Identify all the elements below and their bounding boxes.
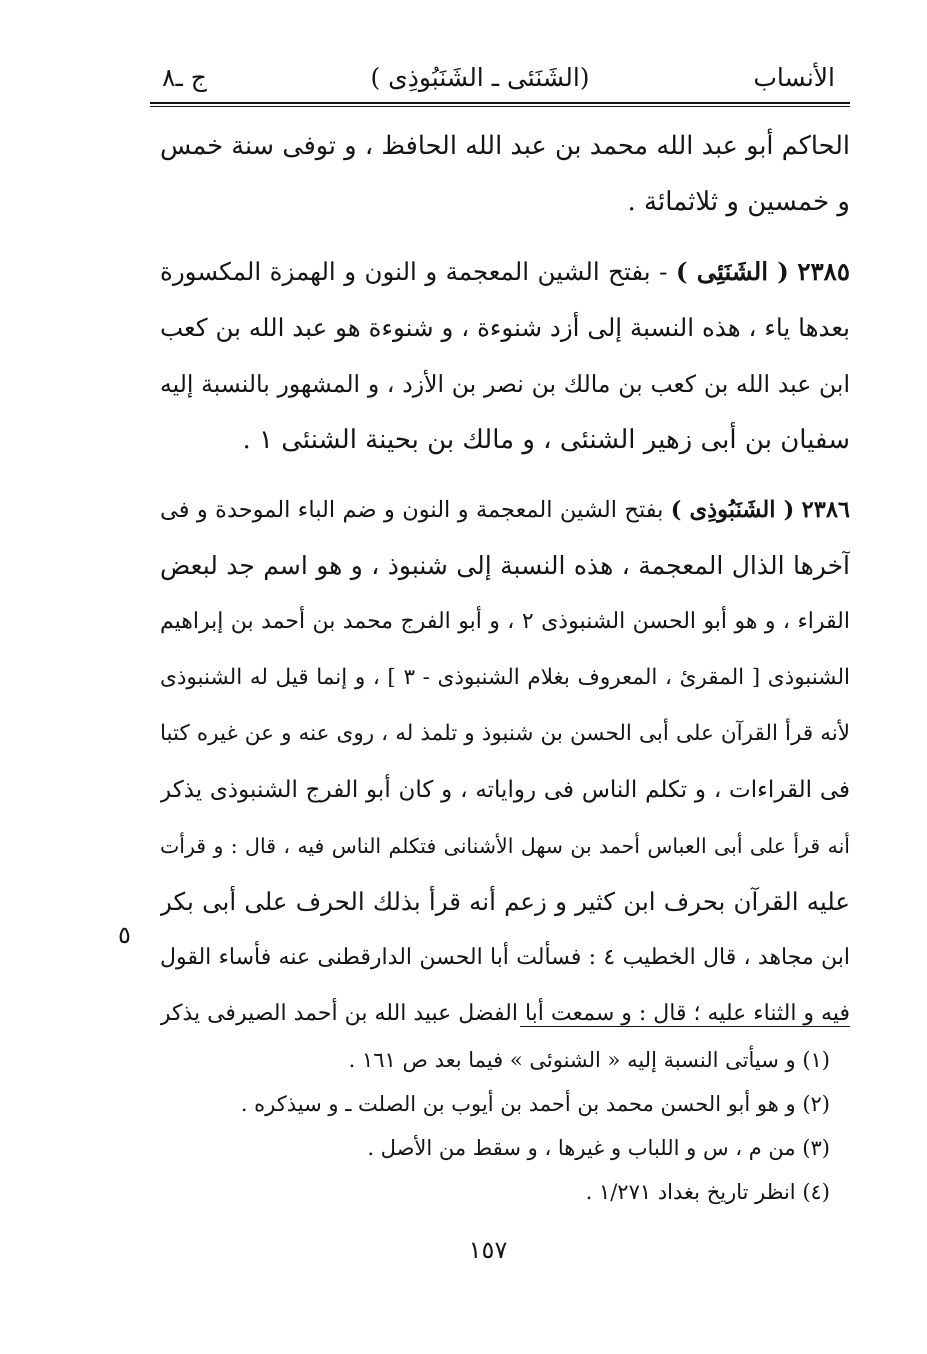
footnote: (١) و سيأتى النسبة إليه « الشنوئى » فيما بعد ص ١٦١ . [348, 1048, 830, 1072]
header-rule-thin [150, 106, 850, 107]
text-line: ابن عبد الله بن كعب بن مالك بن نصر بن الأزد ، و المشهور بالنسبة إليه [160, 370, 850, 398]
entry-heading-line [160, 244, 850, 300]
main-text [160, 118, 850, 1042]
text-line: فيه و الثناء عليه ؛ قال : و سمعت أبا الفضل عبيد الله بن أحمد الصيرفى يذكر [160, 1001, 850, 1026]
footnote: (٣) من م ، س و اللباب و غيرها ، و سقط من الأصل . [367, 1136, 830, 1160]
text-line: عليه القرآن بحرف ابن كثير و زعم أنه قرأ بذلك الحرف على أبى بكر [160, 887, 850, 916]
entry-2386 [160, 482, 850, 1042]
text-line: أنه قرأ على أبى العباس أحمد بن سهل الأشنانى فتكلم الناس فيه ، قال : و قرأت [160, 834, 850, 858]
text-line: الشنبوذى [ المقرئ ، المعروف بغلام الشنبوذى - ٣ ] ، و إنما قيل له الشنبوذى [160, 665, 850, 690]
running-header-entries: (الشَنَئى ـ الشَنَبُوذِى ) [370, 63, 590, 92]
entry-heading-text: بفتح الشين المعجمة و النون و ضم الباء الموحدة و فى [160, 497, 664, 523]
entry-name: ( الشَنَئِى ) [675, 257, 789, 286]
text-line: الحاكم أبو عبد الله محمد بن عبد الله الحافظ ، و توفى سنة خمس [160, 131, 850, 161]
entry-number: ٢٣٨٦ [801, 497, 850, 523]
entry-heading-line [160, 482, 850, 538]
footnotes [200, 1038, 830, 1214]
text-line: و خمسين و ثلاثمائة . [627, 187, 850, 217]
text-line: القراء ، و هو أبو الحسن الشنبوذى ٢ ، و أبو الفرج محمد بن أحمد بن إبراهيم [160, 609, 850, 634]
entry-2385 [160, 244, 850, 468]
entry-number: ٢٣٨٥ [797, 257, 850, 286]
footnote: (٤) انظر تاريخ بغداد ١/٢٧١ . [585, 1180, 830, 1204]
entry-name: ( الشَنَبُوذِى ) [670, 497, 795, 523]
entry-heading-text: - بفتح الشين المعجمة و النون و الهمزة المكسورة [160, 257, 668, 286]
page-number: ١٥٧ [468, 1236, 508, 1264]
footnote: (٢) و هو أبو الحسن محمد بن أحمد بن أيوب بن الصلت ـ و سيذكره . [240, 1092, 830, 1116]
text-line: ابن مجاهد ، قال الخطيب ٤ : فسألت أبا الحسن الدارقطنى عنه فأساء القول [160, 945, 850, 970]
running-header-title: الأنساب [753, 63, 835, 92]
header-rule [150, 102, 850, 104]
text-line: بعدها ياء ، هذه النسبة إلى أزد شنوءة ، و شنوءة هو عبد الله بن كعب [160, 313, 850, 342]
margin-line-number: ٥ [118, 921, 131, 949]
footnote-rule [520, 1026, 850, 1027]
text-line: سفيان بن أبى زهير الشنئى ، و مالك بن بحينة الشنئى ١ . [242, 425, 850, 455]
running-header-volume: ج ـ٨ [162, 63, 207, 92]
text-line: فى القراءات ، و تكلم الناس فى رواياته ، و كان أبو الفرج الشنبوذى يذكر [160, 777, 850, 803]
text-line: آخرها الذال المعجمة ، هذه النسبة إلى شنبوذ ، و هو اسم جد لبعض [160, 551, 850, 580]
text-line: لأنه قرأ القرآن على أبى الحسن بن شنبوذ و تلمذ له ، روى عنه و عن غيره كتبا [160, 721, 850, 746]
